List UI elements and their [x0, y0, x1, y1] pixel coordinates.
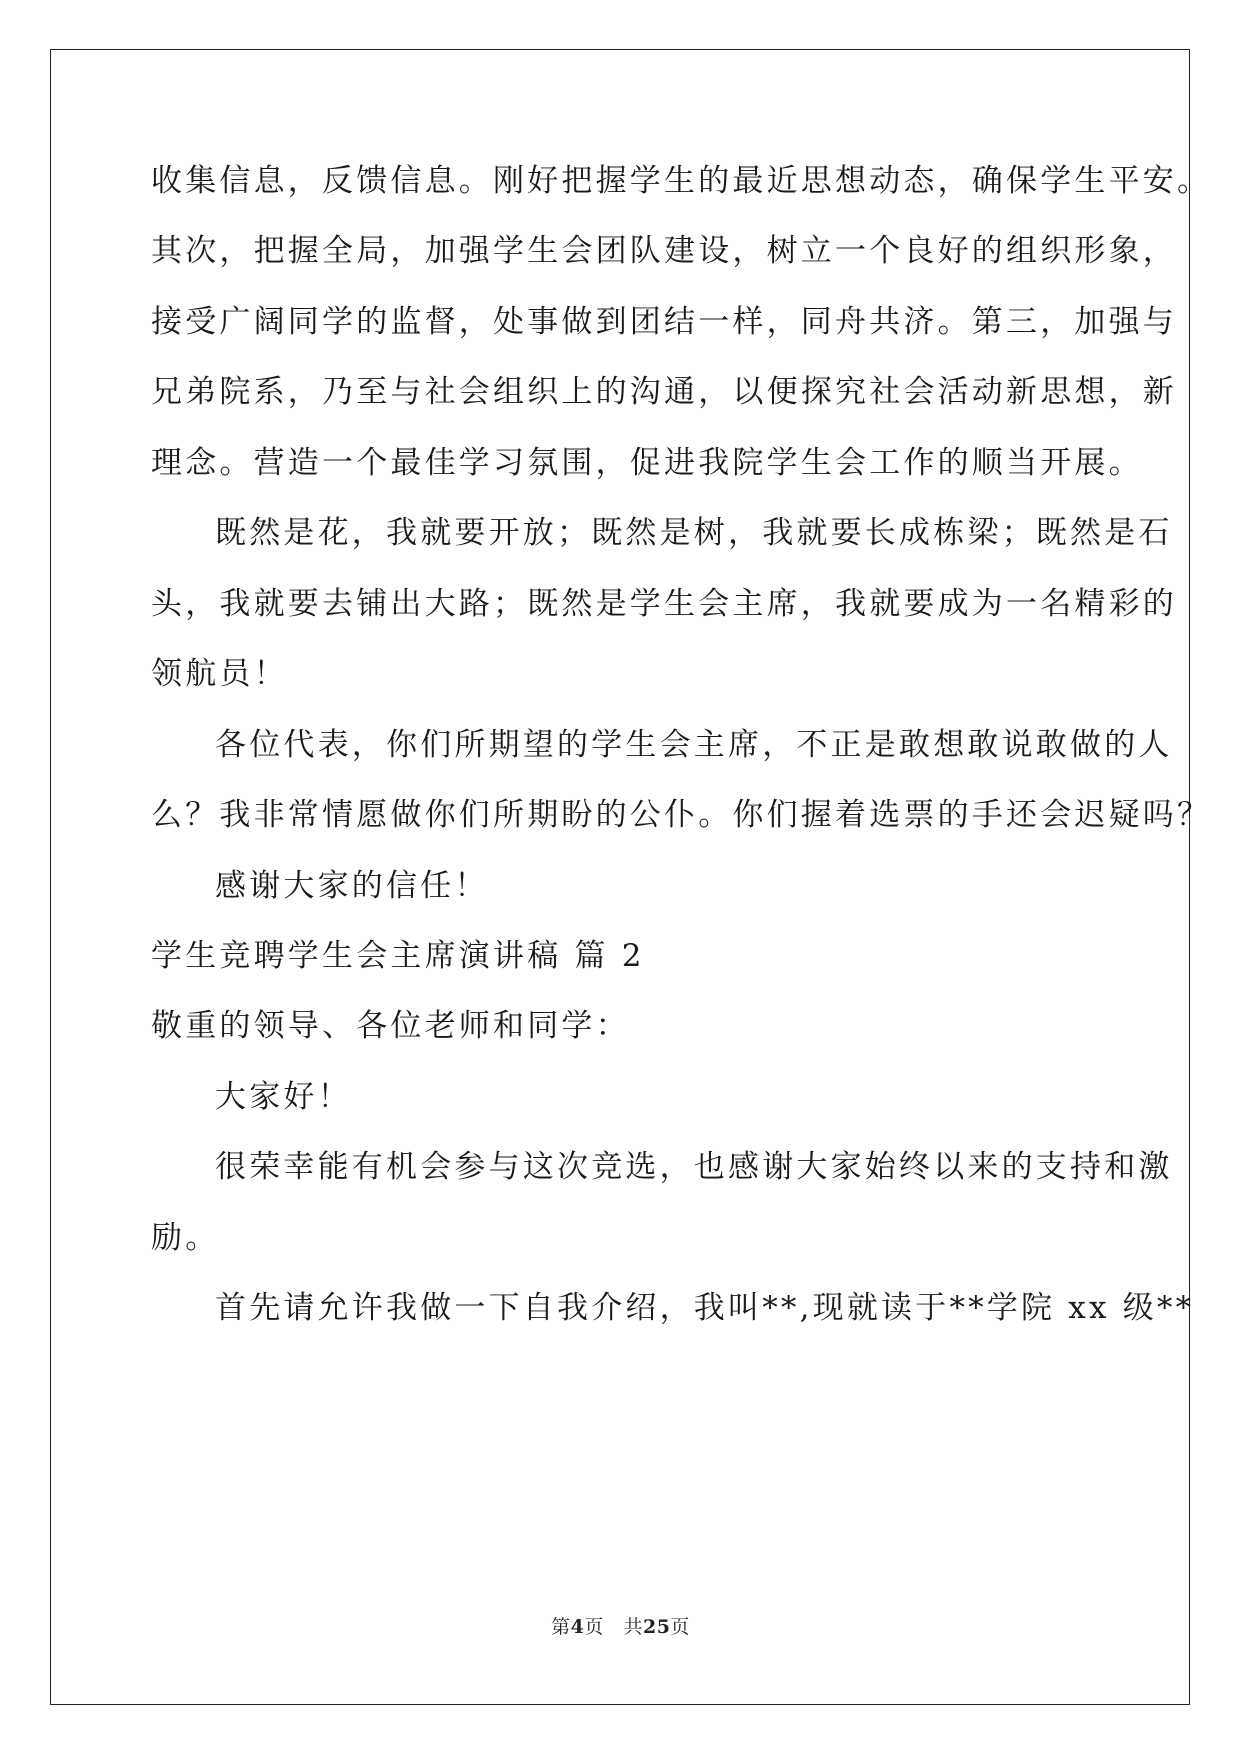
footer-total-suffix: 页	[670, 1616, 690, 1638]
greeting: 大家好！	[215, 1079, 352, 1115]
footer-page-suffix: 页	[584, 1616, 604, 1638]
body-line: 理念。营造一个最佳学习氛围，促进我院学生会工作的顺当开展。	[151, 445, 1143, 481]
body-line: 其次，把握全局，加强学生会团队建设，树立一个良好的组织形象，	[151, 233, 1177, 269]
body-line: 头，我就要去铺出大路；既然是学生会主席，我就要成为一名精彩的	[151, 586, 1177, 622]
body-line: 兄弟院系，乃至与社会组织上的沟通，以便探究社会活动新思想，新	[151, 374, 1177, 410]
body-line: 领航员！	[151, 656, 288, 692]
page-number: 4	[570, 1616, 585, 1638]
section-heading: 学生竞聘学生会主席演讲稿 篇 2	[151, 938, 645, 974]
body-line: 很荣幸能有机会参与这次竞选，也感谢大家始终以来的支持和激	[215, 1149, 1173, 1185]
footer-total-prefix: 共	[623, 1616, 643, 1638]
body-line: 感谢大家的信任！	[215, 868, 489, 904]
total-pages: 25	[642, 1616, 671, 1638]
body-line: 各位代表，你们所期望的学生会主席，不正是敢想敢说敢做的人	[215, 727, 1173, 763]
body-line: 既然是花，我就要开放；既然是树，我就要长成栋梁；既然是石	[215, 515, 1173, 551]
body-line: 么？我非常情愿做你们所期盼的公仆。你们握着选票的手还会迟疑吗？	[151, 797, 1212, 833]
body-line: 首先请允许我做一下自我介绍，我叫**,现就读于**学院 xx 级**	[215, 1290, 1195, 1326]
body-line: 励。	[151, 1220, 220, 1256]
page-footer	[0, 1612, 1241, 1639]
salutation: 敬重的领导、各位老师和同学：	[151, 1008, 630, 1044]
body-line: 收集信息，反馈信息。刚好把握学生的最近思想动态，确保学生平安。	[151, 163, 1212, 199]
footer-prefix: 第	[551, 1616, 571, 1638]
body-line: 接受广阔同学的监督，处事做到团结一样，同舟共济。第三，加强与	[151, 304, 1177, 340]
